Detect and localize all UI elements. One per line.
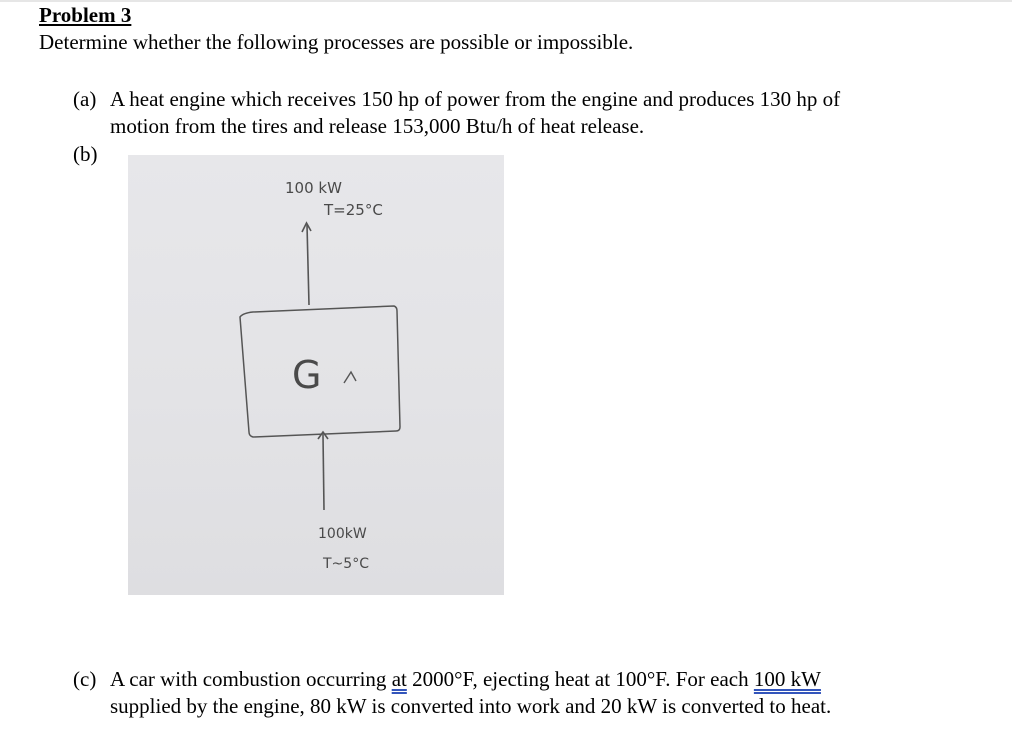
bottom-power-label: 100kW xyxy=(318,526,367,542)
part-c-label: (c) xyxy=(73,667,97,691)
center-g-symbol: G xyxy=(292,353,322,397)
part-b-label: (b) xyxy=(73,142,98,166)
part-a-line-2: motion from the tires and release 153,000 Btu/h of heat release. xyxy=(110,114,645,138)
top-temp-label: T=25°C xyxy=(324,201,383,219)
heat-engine-sketch xyxy=(128,155,504,595)
part-a-line-1: A heat engine which receives 150 hp of power from the engine and produces 130 hp of xyxy=(110,87,841,111)
part-c-kw-marked: 100 kW xyxy=(753,667,821,691)
part-a-label: (a) xyxy=(73,87,97,111)
bottom-arrow-line xyxy=(323,435,324,510)
top-power-label: 100 kW xyxy=(285,179,342,197)
part-c-line-2: supplied by the engine, 80 kW is converted into work and 20 kW is converted to heat. xyxy=(110,694,832,718)
part-c-at-marked: at xyxy=(391,667,407,691)
problem-title: Problem 3 xyxy=(39,3,132,27)
bottom-temp-label: T~5°C xyxy=(323,556,369,572)
top-divider xyxy=(0,0,1012,2)
diagram-photo xyxy=(128,155,504,595)
part-c-text-pre: A car with combustion occurring xyxy=(110,667,392,691)
top-arrow-line xyxy=(307,225,309,305)
rotation-arrow-icon xyxy=(344,372,356,383)
part-c-line-1 xyxy=(110,667,821,692)
part-c-text-mid: 2000°F, ejecting heat at 100°F. For each xyxy=(406,667,754,691)
problem-intro: Determine whether the following processes are possible or impossible. xyxy=(39,30,634,54)
